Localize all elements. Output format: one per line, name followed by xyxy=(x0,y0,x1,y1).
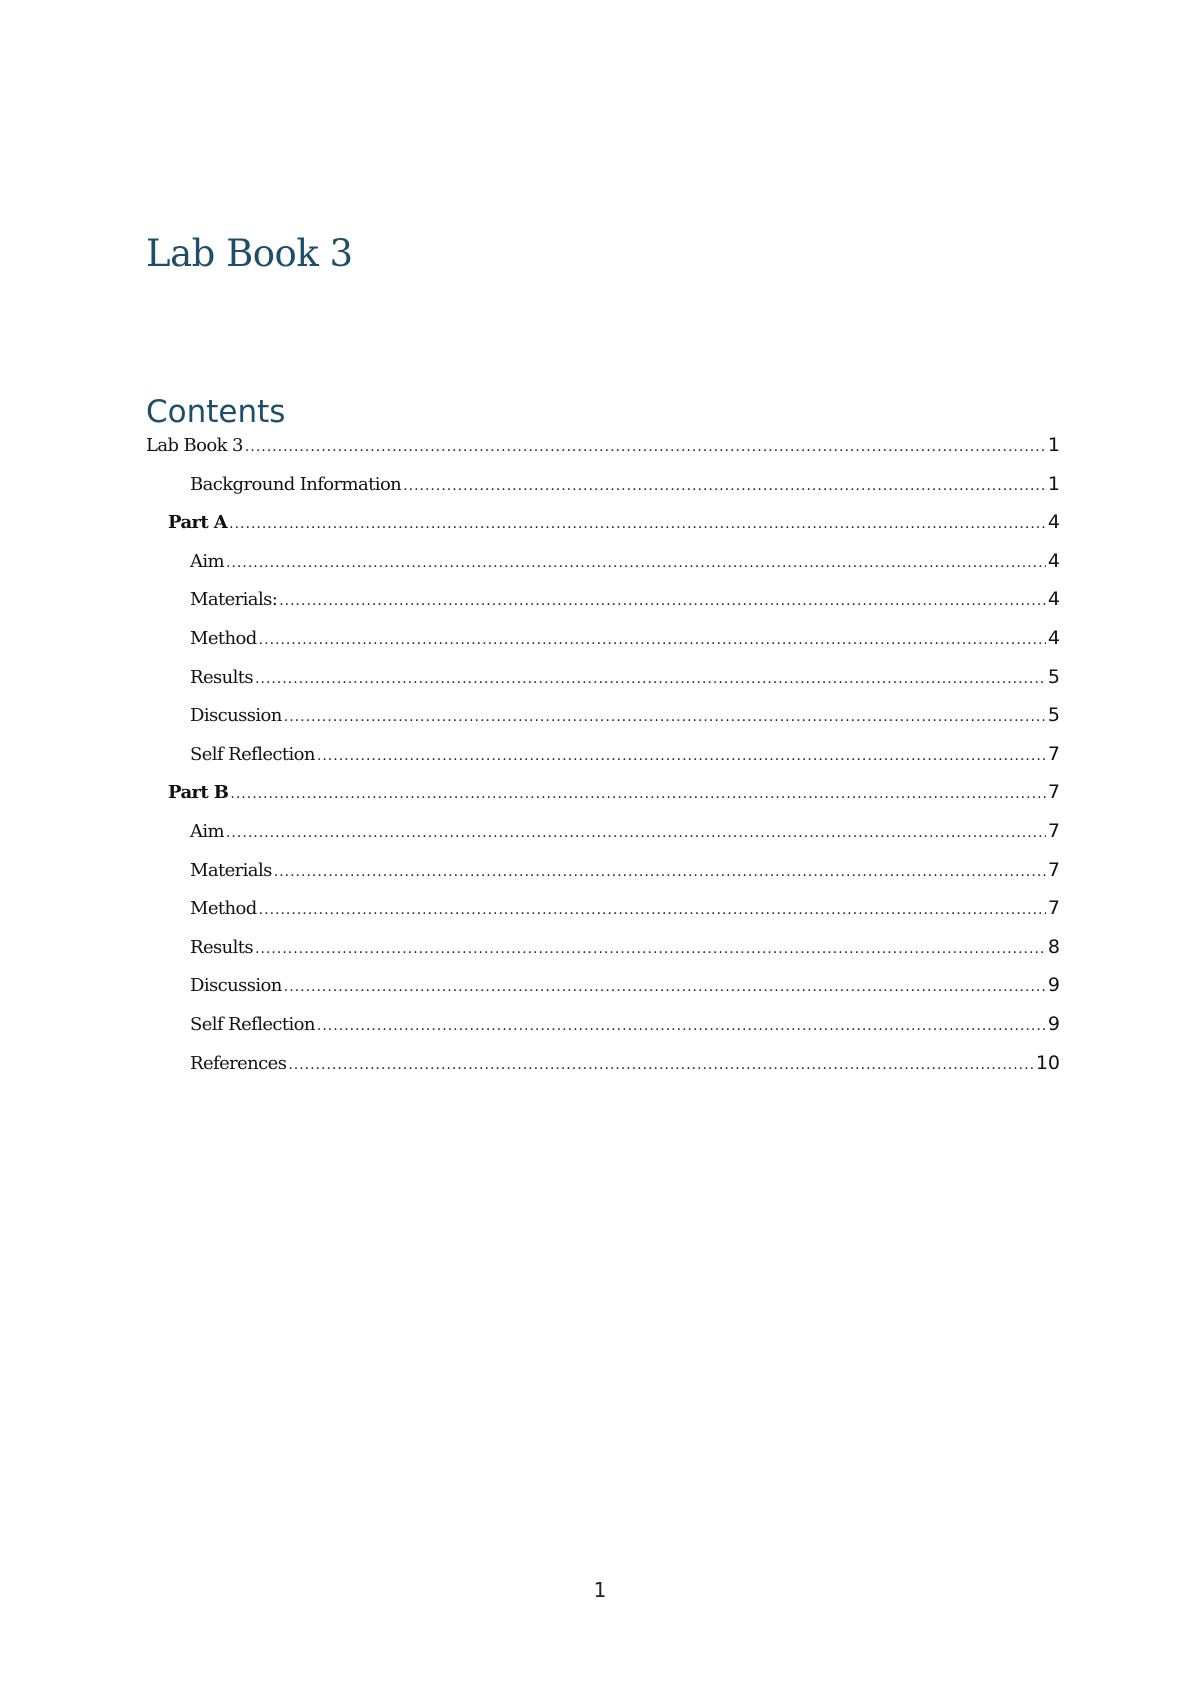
toc-entry-page: 7 xyxy=(1047,858,1060,881)
toc-entry-page: 7 xyxy=(1047,819,1060,842)
toc-entry-part-a-materials[interactable] xyxy=(146,588,1060,627)
toc-entry-label: Self Reflection xyxy=(190,1013,315,1035)
toc-entry-page: 8 xyxy=(1047,935,1060,958)
toc-entry-part-a-method[interactable] xyxy=(146,627,1060,666)
toc-dot-leader xyxy=(229,512,1046,533)
toc-entry-page: 4 xyxy=(1047,588,1060,611)
toc-entry-lab-book-3[interactable] xyxy=(146,434,1060,473)
toc-entry-page: 5 xyxy=(1047,665,1060,688)
toc-dot-leader xyxy=(403,474,1046,495)
toc-entry-label: Method xyxy=(190,898,257,920)
toc-entry-label: Discussion xyxy=(190,975,282,997)
toc-entry-part-b-self-reflection[interactable] xyxy=(146,1013,1060,1052)
toc-dot-leader xyxy=(317,1014,1046,1035)
toc-entry-part-a-aim[interactable] xyxy=(146,550,1060,589)
toc-entry-part-a-results[interactable] xyxy=(146,666,1060,705)
toc-entry-part-b-aim[interactable] xyxy=(146,820,1060,859)
toc-entry-page: 1 xyxy=(1047,472,1060,495)
toc-dot-leader xyxy=(255,667,1046,688)
toc-dot-leader xyxy=(317,744,1046,765)
toc-entry-part-b[interactable] xyxy=(146,781,1060,820)
toc-dot-leader xyxy=(288,1053,1033,1074)
toc-heading: Contents xyxy=(146,394,286,430)
toc-entry-part-a-discussion[interactable] xyxy=(146,704,1060,743)
toc-entry-part-b-results[interactable] xyxy=(146,936,1060,975)
toc-entry-page: 1 xyxy=(1047,434,1060,456)
toc-entry-page: 9 xyxy=(1047,974,1060,997)
toc-entry-page: 4 xyxy=(1047,511,1060,534)
toc-entry-background-information[interactable] xyxy=(146,473,1060,512)
toc-entry-page: 7 xyxy=(1047,781,1060,804)
toc-entry-page: 4 xyxy=(1047,626,1060,649)
toc-entry-label: Method xyxy=(190,627,257,649)
document-title: Lab Book 3 xyxy=(146,232,353,275)
toc-dot-leader xyxy=(230,782,1046,803)
toc-entry-label: Part B xyxy=(168,782,229,804)
toc-entry-label: Part A xyxy=(168,512,228,534)
toc-dot-leader xyxy=(245,435,1046,456)
toc-entry-references[interactable] xyxy=(146,1052,1060,1091)
toc-dot-leader xyxy=(274,860,1046,881)
toc-entry-part-b-method[interactable] xyxy=(146,897,1060,936)
toc-entry-page: 5 xyxy=(1047,704,1060,727)
toc-dot-leader xyxy=(259,898,1046,919)
toc-entry-label: Materials: xyxy=(190,589,278,611)
toc-dot-leader xyxy=(255,937,1046,958)
toc-entry-label: Aim xyxy=(190,550,225,572)
toc-entry-label: Aim xyxy=(190,820,225,842)
toc-dot-leader xyxy=(226,551,1046,572)
toc-entry-part-a-self-reflection[interactable] xyxy=(146,743,1060,782)
toc-entry-part-a[interactable] xyxy=(146,511,1060,550)
toc-entry-label: Self Reflection xyxy=(190,743,315,765)
toc-entry-part-b-materials[interactable] xyxy=(146,859,1060,898)
toc-dot-leader xyxy=(284,975,1046,996)
toc-dot-leader xyxy=(226,821,1046,842)
toc-entry-page: 10 xyxy=(1035,1051,1060,1074)
page-number: 1 xyxy=(593,1578,607,1602)
toc-dot-leader xyxy=(259,628,1046,649)
toc-entry-label: Background Information xyxy=(190,473,402,495)
toc-entry-label: References xyxy=(190,1052,287,1074)
toc-dot-leader xyxy=(279,589,1046,610)
table-of-contents xyxy=(146,434,1060,1090)
toc-entry-page: 4 xyxy=(1047,549,1060,572)
toc-dot-leader xyxy=(284,705,1046,726)
toc-entry-label: Lab Book 3 xyxy=(146,435,243,456)
toc-entry-label: Results xyxy=(190,936,254,958)
toc-entry-label: Results xyxy=(190,666,254,688)
toc-entry-page: 7 xyxy=(1047,897,1060,920)
toc-entry-page: 7 xyxy=(1047,742,1060,765)
toc-entry-page: 9 xyxy=(1047,1012,1060,1035)
toc-entry-part-b-discussion[interactable] xyxy=(146,974,1060,1013)
toc-entry-label: Materials xyxy=(190,859,272,881)
toc-entry-label: Discussion xyxy=(190,705,282,727)
